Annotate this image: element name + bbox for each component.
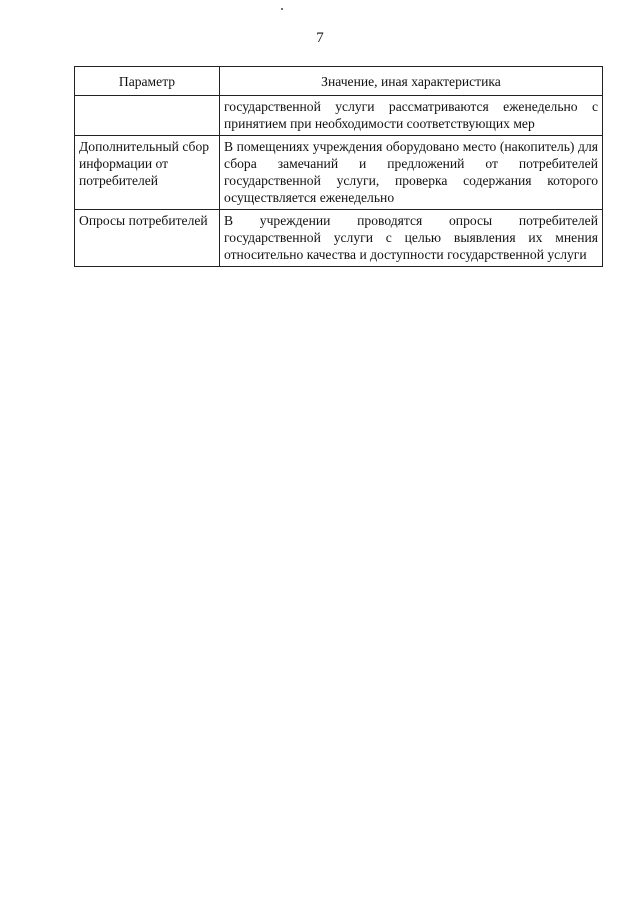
value-cell: В помещениях учреждения оборудовано место (накопитель) для сбора замечаний и предложений от потребителей государственной услуги, проверка содержания которого осуществляется еженедельно <box>220 136 603 210</box>
column-header-parameter: Параметр <box>75 67 220 96</box>
table-row <box>75 96 603 136</box>
parameter-cell: Дополнительный сбор информации от потребителей <box>75 136 220 210</box>
table-row <box>75 136 603 210</box>
table-row <box>75 210 603 267</box>
column-header-value: Значение, иная характеристика <box>220 67 603 96</box>
page-number: 7 <box>316 30 324 46</box>
parameters-table <box>74 66 603 267</box>
parameter-cell: Опросы потребителей <box>75 210 220 267</box>
scan-speck <box>281 8 283 10</box>
parameter-cell <box>75 96 220 136</box>
value-cell: государственной услуги рассматриваются еженедельно с принятием при необходимости соответствующих мер <box>220 96 603 136</box>
value-cell: В учреждении проводятся опросы потребителей государственной услуги с целью выявления их мнения относительно качества и доступности государственной услуги <box>220 210 603 267</box>
table-header-row <box>75 67 603 96</box>
